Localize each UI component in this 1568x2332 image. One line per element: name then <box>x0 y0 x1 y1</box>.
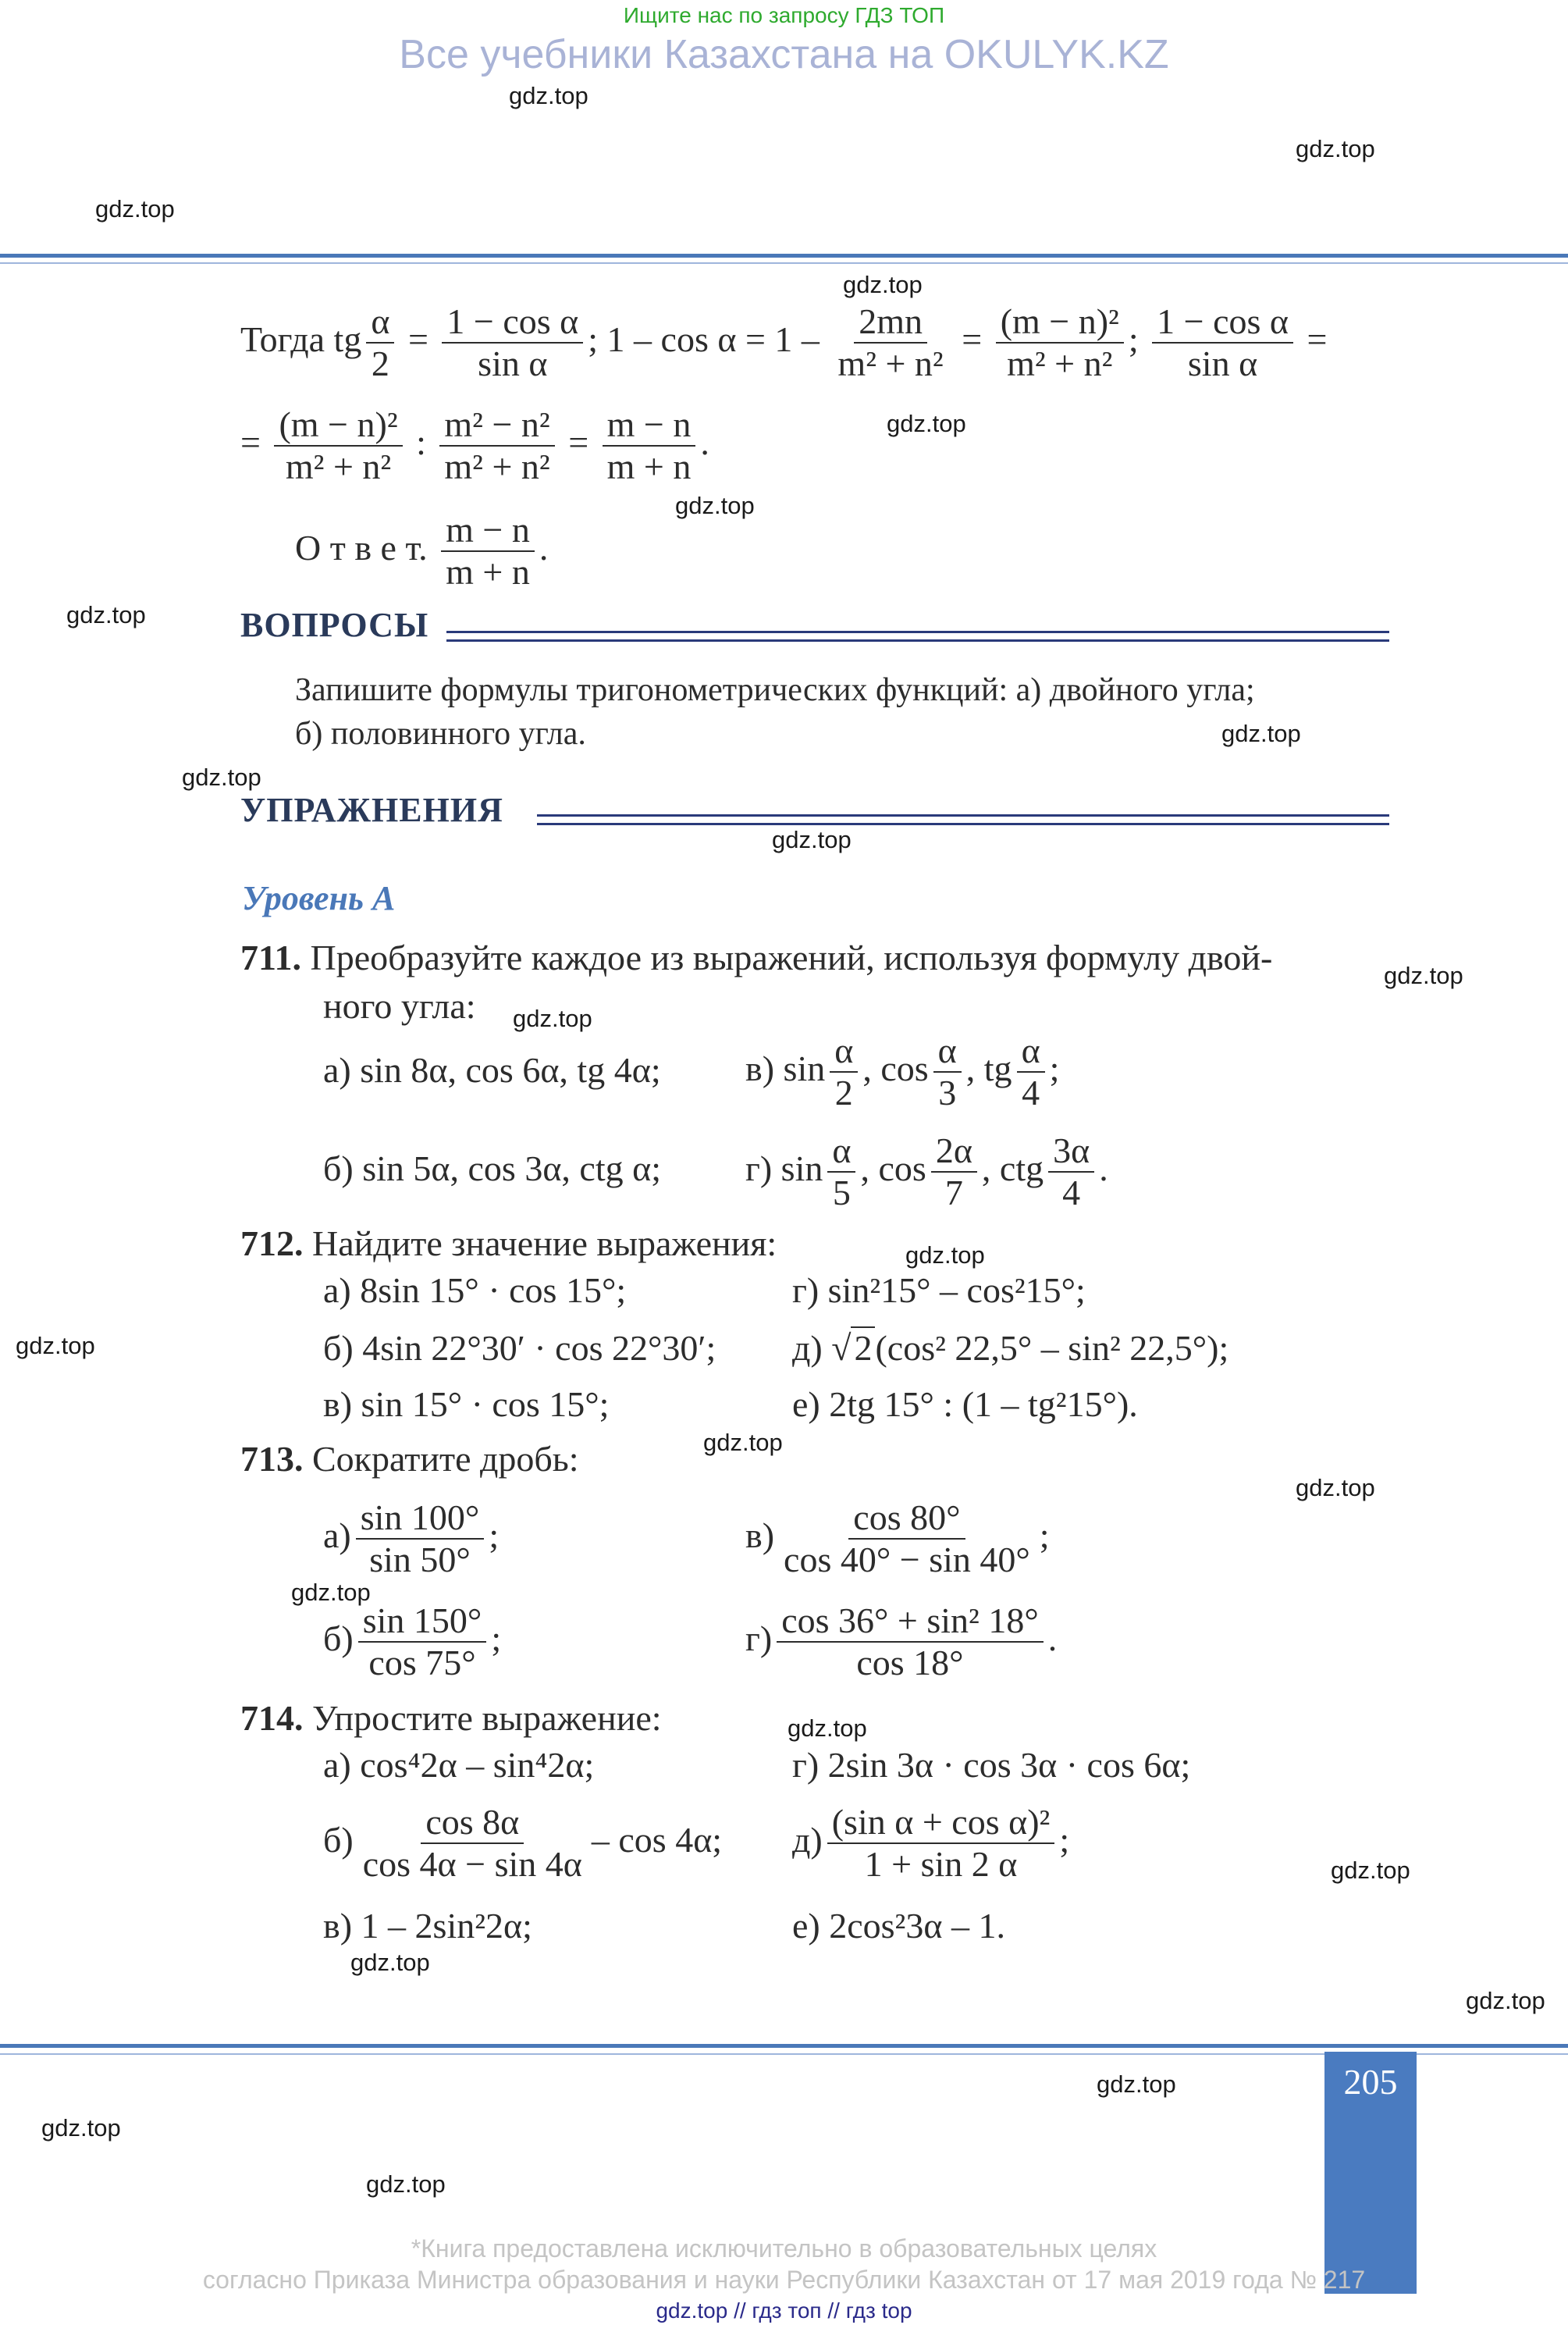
watermark: gdz.top <box>703 1429 783 1456</box>
watermark: gdz.top <box>66 601 146 628</box>
exercise-712-title: 712. Найдите значение выражения: <box>240 1223 777 1263</box>
watermark: gdz.top <box>513 1005 592 1032</box>
level-a-heading: Уровень А <box>242 879 396 917</box>
watermark: gdz.top <box>366 2170 446 2198</box>
questions-rule <box>446 631 1389 642</box>
exercise-711-b: б) sin 5α, cos 3α, ctg α; <box>323 1148 662 1188</box>
watermark: gdz.top <box>182 764 261 791</box>
questions-line-1: Запишите формулы тригонометрических функций: а) двойного угла; <box>295 672 1255 708</box>
watermark: gdz.top <box>905 1241 985 1269</box>
watermark: gdz.top <box>1384 962 1463 989</box>
exercise-712-v: в) sin 15° · cos 15°; <box>323 1384 610 1424</box>
exercise-713-a: а) $\frac{\sin 100^\circ}{\sin 50^\circ}$ ; <box>323 1497 500 1580</box>
footer-note-line-1: *Книга предоставлена исключительно в образовательных целях <box>411 2234 1157 2263</box>
exercise-711-a: а) sin 8α, cos 6α, tg 4α; <box>323 1050 661 1090</box>
watermark: gdz.top <box>887 410 966 437</box>
exercise-714-d: д) $\frac{\text{(sin α + cos α)²}}{1 + \sin 2 \alpha}$ ; <box>792 1802 1070 1885</box>
exercise-714-b: б) $\frac{\cos 8\alpha}{\cos 4\alpha - \sin 4\alpha}$ – cos 4α; <box>323 1802 723 1885</box>
exercise-711-line-1: 711. Преобразуйте каждое из выражений, используя формулу двой- <box>240 938 1273 977</box>
solution-line-2: = $\frac{\text{(m − n)²}}{\text{m² + n²}}$ : $\frac{\text{m² − n²}}{\text{m² + n²}}$ = $\frac{m - n}{m + n}$ . <box>240 404 709 487</box>
watermark: gdz.top <box>41 2114 121 2142</box>
exercise-713-v: в) $\frac{\cos 80^\circ}{\cos 40^\circ - \sin 40^\circ}$ ; <box>745 1497 1050 1580</box>
exercise-714-title: 714. Упростите выражение: <box>240 1698 662 1738</box>
exercise-712-a: а) 8sin 15° · cos 15°; <box>323 1270 627 1310</box>
exercise-713-b: б) $\frac{\sin 150^\circ}{\cos 75^\circ}$ ; <box>323 1600 502 1683</box>
page-number: 205 <box>1343 2062 1398 2102</box>
exercises-rule <box>537 814 1389 825</box>
exercise-711-g: г) sin $\frac{\alpha}{5}$ , cos $\frac{2\alpha}{7}$ , ctg $\frac{3\alpha}{4}$ . <box>745 1130 1108 1213</box>
exercise-711-line-2: ного угла: <box>323 986 476 1026</box>
watermark: gdz.top <box>509 82 588 109</box>
exercise-713-g: г) $\frac{\text{cos 36° + sin² 18°}}{\cos 18^\circ}$ . <box>745 1600 1058 1683</box>
exercise-714-a: а) cos⁴2α – sin⁴2α; <box>323 1745 595 1785</box>
solution-line-1: Тогда tg $\frac{\alpha}{2}$ = $\frac{\text{1 − cos α}}{\text{sin α}}$ ; 1 – cos α = 1 – $\frac{2mn}{\text{m² + n²}}$ = $\frac{\text{(m − n)²}}{\text{m² + n²}}$ ; $\frac{\text{1 − cos α}}{\text{sin α}}$ = <box>240 301 1328 384</box>
exercise-712-e: е) 2tg 15° : (1 – tg²15°). <box>792 1384 1138 1424</box>
exercise-713-title: 713. Сократите дробь: <box>240 1439 579 1479</box>
watermark: gdz.top <box>1296 135 1375 162</box>
header-rule-thin <box>0 262 1568 264</box>
exercise-714-v: в) 1 – 2sin²2α; <box>323 1906 532 1946</box>
exercises-heading: УПРАЖНЕНИЯ <box>240 791 503 829</box>
watermark: gdz.top <box>1331 1857 1410 1884</box>
exercise-714-e: е) 2cos²3α – 1. <box>792 1906 1005 1946</box>
watermark: gdz.top <box>350 1949 430 1976</box>
watermark: gdz.top <box>843 271 923 298</box>
watermark: gdz.top <box>16 1332 95 1359</box>
watermark: gdz.top <box>788 1714 867 1742</box>
watermark: gdz.top <box>675 492 755 519</box>
questions-line-2: б) половинного угла. <box>295 716 586 752</box>
exercise-712-b: б) 4sin 22°30′ · cos 22°30′; <box>323 1328 716 1368</box>
exercise-712-g: г) sin²15° – cos²15°; <box>792 1270 1086 1310</box>
exercise-712-d: д) √2(cos² 22,5° – sin² 22,5°); <box>792 1328 1229 1368</box>
answer: О т в е т. $\frac{m - n}{m + n}$ . <box>295 510 549 593</box>
questions-heading: ВОПРОСЫ <box>240 606 429 644</box>
footer-rule <box>0 2044 1568 2048</box>
watermark: gdz.top <box>95 195 175 223</box>
watermark: gdz.top <box>1466 1987 1545 2014</box>
header-rule <box>0 254 1568 258</box>
watermark: gdz.top <box>1097 2070 1176 2098</box>
watermark: gdz.top <box>772 826 852 853</box>
search-hint-link[interactable]: Ищите нас по запросу ГДЗ ТОП <box>623 3 945 27</box>
footer-note-line-2: согласно Приказа Министра образования и науки Республики Казахстан от 17 мая 2019 года № 217 <box>202 2266 1366 2294</box>
site-title: Все учебники Казахстана на OKULYK.KZ <box>399 32 1169 77</box>
watermark: gdz.top <box>1296 1474 1375 1501</box>
exercise-711-v: в) sin $\frac{\alpha}{2}$ , cos $\frac{\alpha}{3}$ , tg $\frac{\alpha}{4}$ ; <box>745 1031 1060 1113</box>
watermark: gdz.top <box>1221 720 1301 747</box>
footer-links[interactable]: gdz.top // гдз топ // гдз top <box>656 2298 912 2323</box>
watermark: gdz.top <box>291 1579 371 1606</box>
exercise-714-g: г) 2sin 3α · cos 3α · cos 6α; <box>792 1745 1191 1785</box>
